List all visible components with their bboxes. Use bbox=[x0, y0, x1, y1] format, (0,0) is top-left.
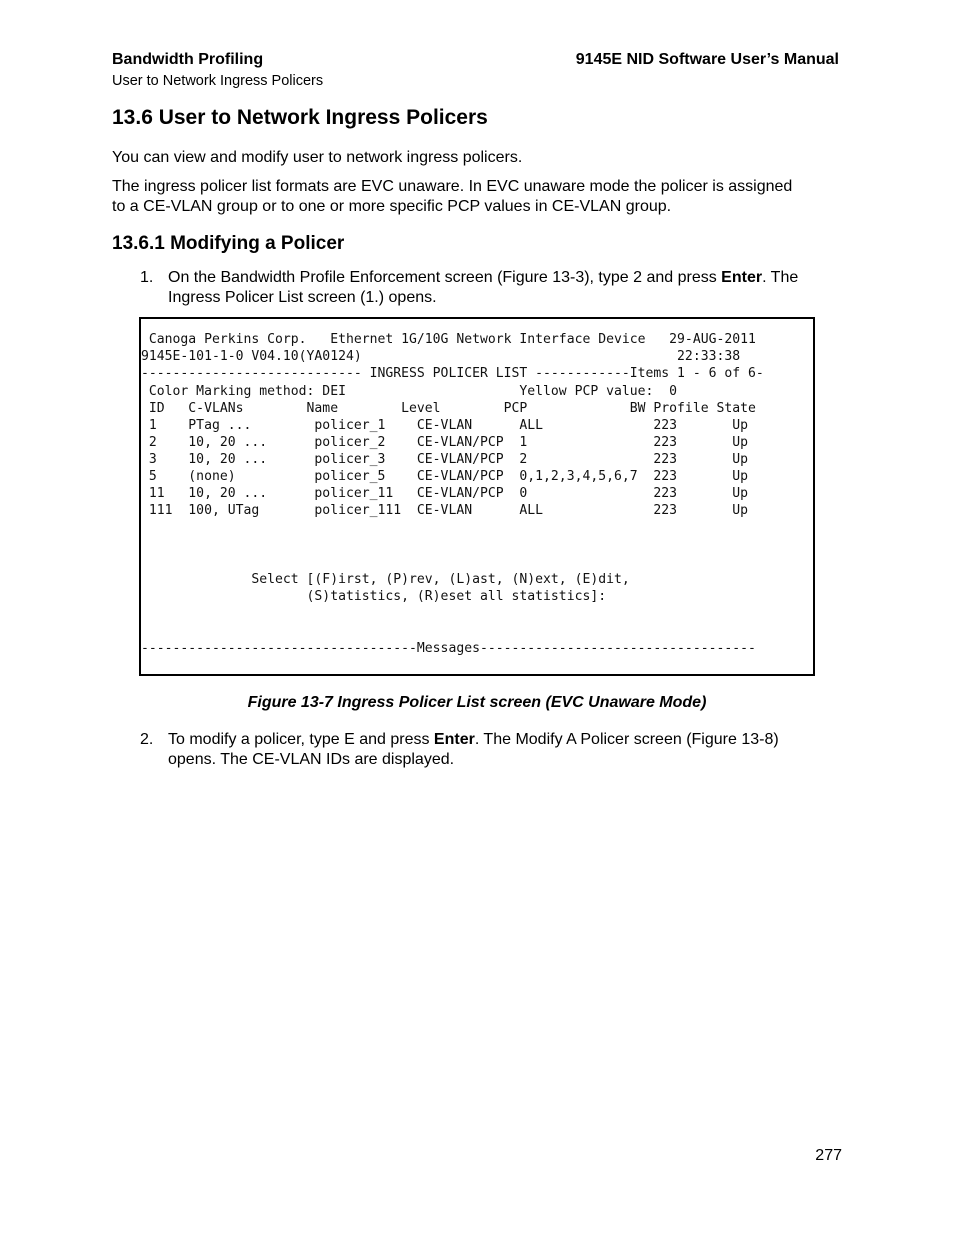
intro-paragraph: You can view and modify user to network ingress policers. bbox=[112, 149, 523, 166]
running-header-manual-title: 9145E NID Software User’s Manual bbox=[575, 51, 839, 68]
terminal-line: (S)tatistics, (R)eset all statistics]: bbox=[141, 589, 607, 604]
step-1-text-b: . The bbox=[762, 269, 799, 286]
step-1-line-2: Ingress Policer List screen (1.) opens. bbox=[168, 289, 437, 306]
step-2-line-1 bbox=[168, 730, 840, 750]
step-2-text-b: . The Modify A Policer screen (Figure 13-8) bbox=[474, 731, 779, 748]
terminal-line: 111 100, UTag policer_111 CE-VLAN ALL 223 Up bbox=[141, 503, 748, 518]
terminal-line: 9145E-101-1-0 V04.10(YA0124) 22:33:38 bbox=[141, 349, 741, 364]
figure-caption: Figure 13-7 Ingress Policer List screen (EVC Unaware Mode) bbox=[247, 694, 707, 711]
step-2 bbox=[140, 730, 840, 770]
step-2-number: 2. bbox=[140, 731, 154, 748]
section-title: 13.6 User to Network Ingress Policers bbox=[112, 106, 488, 129]
terminal-line: 5 (none) policer_5 CE-VLAN/PCP 0,1,2,3,4,5,6,7 223 Up bbox=[141, 469, 748, 484]
terminal-line: 3 10, 20 ... policer_3 CE-VLAN/PCP 2 223 Up bbox=[141, 452, 748, 467]
running-header-section: User to Network Ingress Policers bbox=[112, 73, 324, 89]
terminal-line: 2 10, 20 ... policer_2 CE-VLAN/PCP 1 223 Up bbox=[141, 435, 748, 450]
terminal-line: ---------------------------- INGRESS POLICER LIST ------------Items 1 - 6 of 6- bbox=[141, 366, 764, 381]
terminal-line: -----------------------------------Messages----------------------------------- bbox=[141, 641, 756, 656]
terminal-line: 11 10, 20 ... policer_11 CE-VLAN/PCP 0 223 Up bbox=[141, 486, 748, 501]
step-1 bbox=[140, 268, 840, 308]
format-paragraph-line-1: The ingress policer list formats are EVC unaware. In EVC unaware mode the policer is assigned bbox=[112, 178, 793, 195]
step-2-enter-key: Enter bbox=[433, 731, 475, 748]
step-2-text-a: To modify a policer, type E and press bbox=[168, 731, 434, 748]
page-number: 277 bbox=[815, 1147, 842, 1164]
step-1-enter-key: Enter bbox=[721, 269, 763, 286]
format-paragraph-line-2: to a CE-VLAN group or to one or more specific PCP values in CE-VLAN group. bbox=[112, 198, 672, 215]
terminal-line: Canoga Perkins Corp. Ethernet 1G/10G Network Interface Device 29-AUG-2011 bbox=[141, 332, 756, 347]
step-2-line-2: opens. The CE-VLAN IDs are displayed. bbox=[168, 751, 455, 768]
subsection-title: 13.6.1 Modifying a Policer bbox=[112, 233, 345, 254]
step-1-number: 1. bbox=[140, 269, 154, 286]
terminal-line: Color Marking method: DEI Yellow PCP value: 0 bbox=[141, 384, 678, 399]
step-1-line-1 bbox=[168, 268, 840, 288]
step-1-text-a: On the Bandwidth Profile Enforcement screen (Figure 13-3), type 2 and press bbox=[168, 269, 722, 286]
terminal-line: Select [(F)irst, (P)rev, (L)ast, (N)ext, (E)dit, bbox=[141, 572, 630, 587]
running-header-chapter: Bandwidth Profiling bbox=[112, 51, 264, 68]
terminal-line: 1 PTag ... policer_1 CE-VLAN ALL 223 Up bbox=[141, 418, 748, 433]
terminal-line: ID C-VLANs Name Level PCP BW Profile State bbox=[141, 401, 756, 416]
terminal-screen bbox=[139, 317, 815, 676]
